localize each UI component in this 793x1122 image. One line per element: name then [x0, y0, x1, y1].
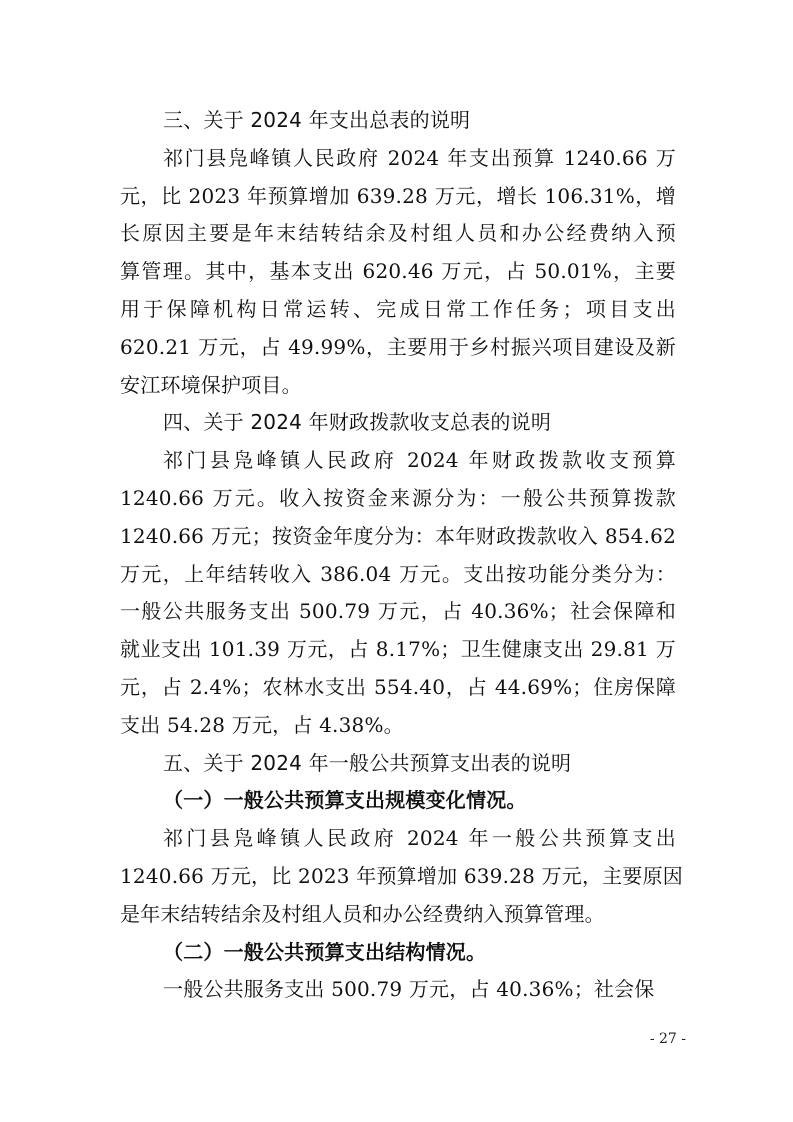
- paragraph-line: 安江环境保护项目。: [120, 372, 302, 397]
- paragraph-line: 一般公共服务支出 500.79 万元，占 40.36%；社会保障和: [120, 599, 676, 624]
- paragraph-line: 用于保障机构日常运转、完成日常工作任务；项目支出: [120, 297, 676, 321]
- paragraph-line: 万元，上年结转收入 386.04 万元。支出按功能分类分为：: [120, 561, 676, 586]
- paragraph-line: 元，占 2.4%；农林水支出 554.40，占 44.69%；住房保障: [120, 675, 676, 699]
- subheading-2: （二）一般公共预算支出结构情况。: [163, 939, 487, 964]
- subheading-1: （一）一般公共预算支出规模变化情况。: [163, 788, 527, 813]
- paragraph-line: 一般公共服务支出 500.79 万元，占 40.36%；社会保: [163, 977, 655, 1002]
- section-heading-3: 三、关于 2024 年支出总表的说明: [163, 108, 471, 132]
- paragraph-line: 1240.66 万元；按资金年度分为：本年财政拨款收入 854.62: [120, 523, 676, 548]
- paragraph-line: 620.21 万元，占 49.99%，主要用于乡村振兴项目建设及新: [120, 334, 676, 359]
- paragraph-line: 祁门县凫峰镇人民政府 2024 年财政拨款收支预算: [163, 448, 676, 473]
- section-heading-5: 五、关于 2024 年一般公共预算支出表的说明: [163, 750, 572, 775]
- paragraph-line: 是年末结转结余及村组人员和办公经费纳入预算管理。: [120, 901, 605, 926]
- paragraph-line: 祁门县凫峰镇人民政府 2024 年支出预算 1240.66 万: [163, 145, 676, 170]
- paragraph-line: 1240.66 万元。收入按资金来源分为：一般公共预算拨款: [120, 486, 676, 510]
- paragraph-line: 1240.66 万元，比 2023 年预算增加 639.28 万元，主要原因: [120, 864, 683, 888]
- paragraph-line: 算管理。其中，基本支出 620.46 万元，占 50.01%，主要: [120, 259, 676, 284]
- section-heading-4: 四、关于 2024 年财政拨款收支总表的说明: [163, 410, 552, 435]
- paragraph-line: 就业支出 101.39 万元，占 8.17%；卫生健康支出 29.81 万: [120, 637, 676, 662]
- page-number: - 27 -: [649, 1031, 686, 1047]
- paragraph-line: 祁门县凫峰镇人民政府 2024 年一般公共预算支出: [163, 826, 676, 851]
- paragraph-line: 长原因主要是年末结转结余及村组人员和办公经费纳入预: [120, 221, 676, 246]
- paragraph-line: 元，比 2023 年预算增加 639.28 万元，增长 106.31%，增: [120, 183, 676, 208]
- paragraph-line: 支出 54.28 万元，占 4.38%。: [120, 712, 404, 737]
